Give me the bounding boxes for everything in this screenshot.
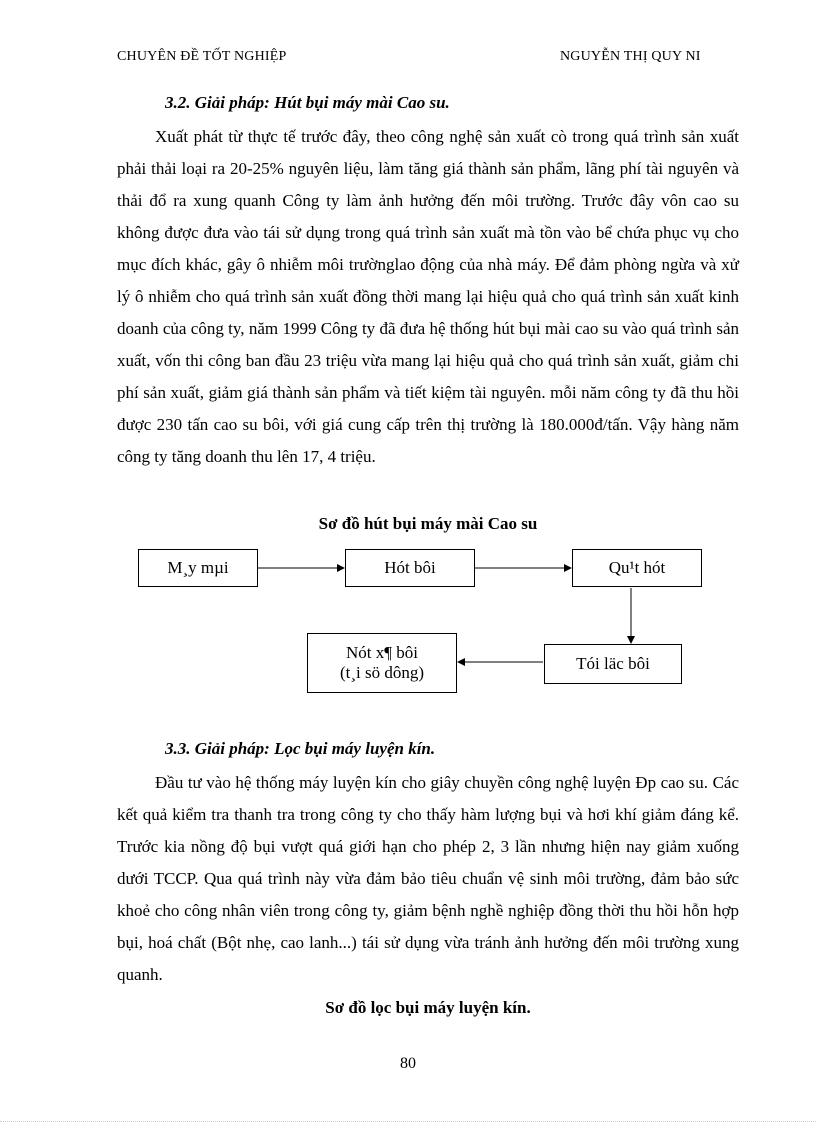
section-heading-dust-suction: 3.2. Giải pháp: Hút bụi máy mài Cao su. — [165, 93, 450, 112]
diagram-caption-dust-filter: Sơ đồ lọc bụi máy luyện kín. — [325, 998, 531, 1017]
flow-box-suction-fan-label: Qu¹t hót — [608, 558, 666, 577]
header-author: NGUYỄN THỊ QUY NI — [560, 49, 701, 64]
flow-box-suction-label: Hót bôi — [384, 558, 436, 577]
section-paragraph-dust-filter: Đầu tư vào hệ thống máy luyện kín cho giây chuyền công nghệ luyện Đp cao su. Các kết quả kiểm tra thanh tra trong công ty cho thấy hàm lượng bụi và hơi khí giảm đáng kể. Trước kia nồng độ bụi vượt quá giới hạn cho phép 2, 3 lần nhưng hiện nay giảm xuống dưới TCCP. Qua quá trình này vừa đảm bảo tiêu chuẩn vệ sinh môi trường, đảm bảo sức khoẻ cho công nhân viên trong công ty, giảm bệnh nghề nghiệp đồng thời thu hồi hỗn hợp bụi, hoá chất (Bột nhẹ, cao lanh...) tái sử dụng vừa tránh ảnh hưởng đến môi trường xung quanh. — [117, 773, 739, 984]
flow-box-dust-filter-bag — [544, 644, 682, 684]
page-bottom-edge — [0, 1121, 816, 1122]
page-number: 80 — [400, 1055, 416, 1072]
header-title: CHUYÊN ĐỀ TỐT NGHIỆP — [117, 49, 287, 64]
diagram-caption-dust-suction: Sơ đồ hút bụi máy mài Cao su — [318, 514, 538, 533]
section-paragraph-dust-suction: Xuất phát từ thực tế trước đây, theo công nghệ sản xuất cò trong quá trình sản xuất phải thải loại ra 20-25% nguyên liệu, làm tăng giá thành sản phẩm, lãng phí tài nguyên và thải đổ ra xung quanh Công ty làm ảnh hưởng đến môi trường. Trước đây vôn cao su không được đưa vào tái sử dụng trong quá trình sản xuất mà tồn vào bể chứa phục vụ cho mục đích khác, gây ô nhiễm môi trườnglao động của nhà máy. Để đảm phòng ngừa và xử lý ô nhiễm cho quá trình sản xuất đồng thời mang lại hiệu quả cho quá trình sản xuất kinh doanh của công ty, năm 1999 Công ty đã đưa hệ thống hút bụi mài cao su vào quá trình sản xuất, vốn thi công ban đầu 23 triệu vừa mang lại hiệu quả cho quá trình sản xuất, giảm chi phí sản xuất, giảm giá thành sản phẩm và tiết kiệm tài nguyên. mỗi năm công ty đã thu hồi được 230 tấn cao su bôi, với giá cung cấp trên thị trường là 180.000đ/tấn. Vậy hàng năm công ty tăng doanh thu lên 17, 4 triệu. — [117, 127, 739, 466]
flow-box-dust-discharge-line1: Nót x¶ bôi — [346, 643, 418, 662]
flow-box-dust-filter-bag-label: Tói läc bôi — [576, 654, 650, 673]
flow-box-suction-fan — [572, 549, 702, 587]
flow-box-grinder-label: M¸y mµi — [167, 558, 229, 577]
section-heading-dust-filter: 3.3. Giải pháp: Lọc bụi máy luyện kín. — [165, 739, 436, 758]
flow-box-dust-discharge — [307, 633, 457, 693]
flow-box-suction — [345, 549, 475, 587]
flow-box-dust-discharge-line2: (t¸i sö dông) — [339, 663, 425, 682]
flow-box-grinder — [138, 549, 258, 587]
